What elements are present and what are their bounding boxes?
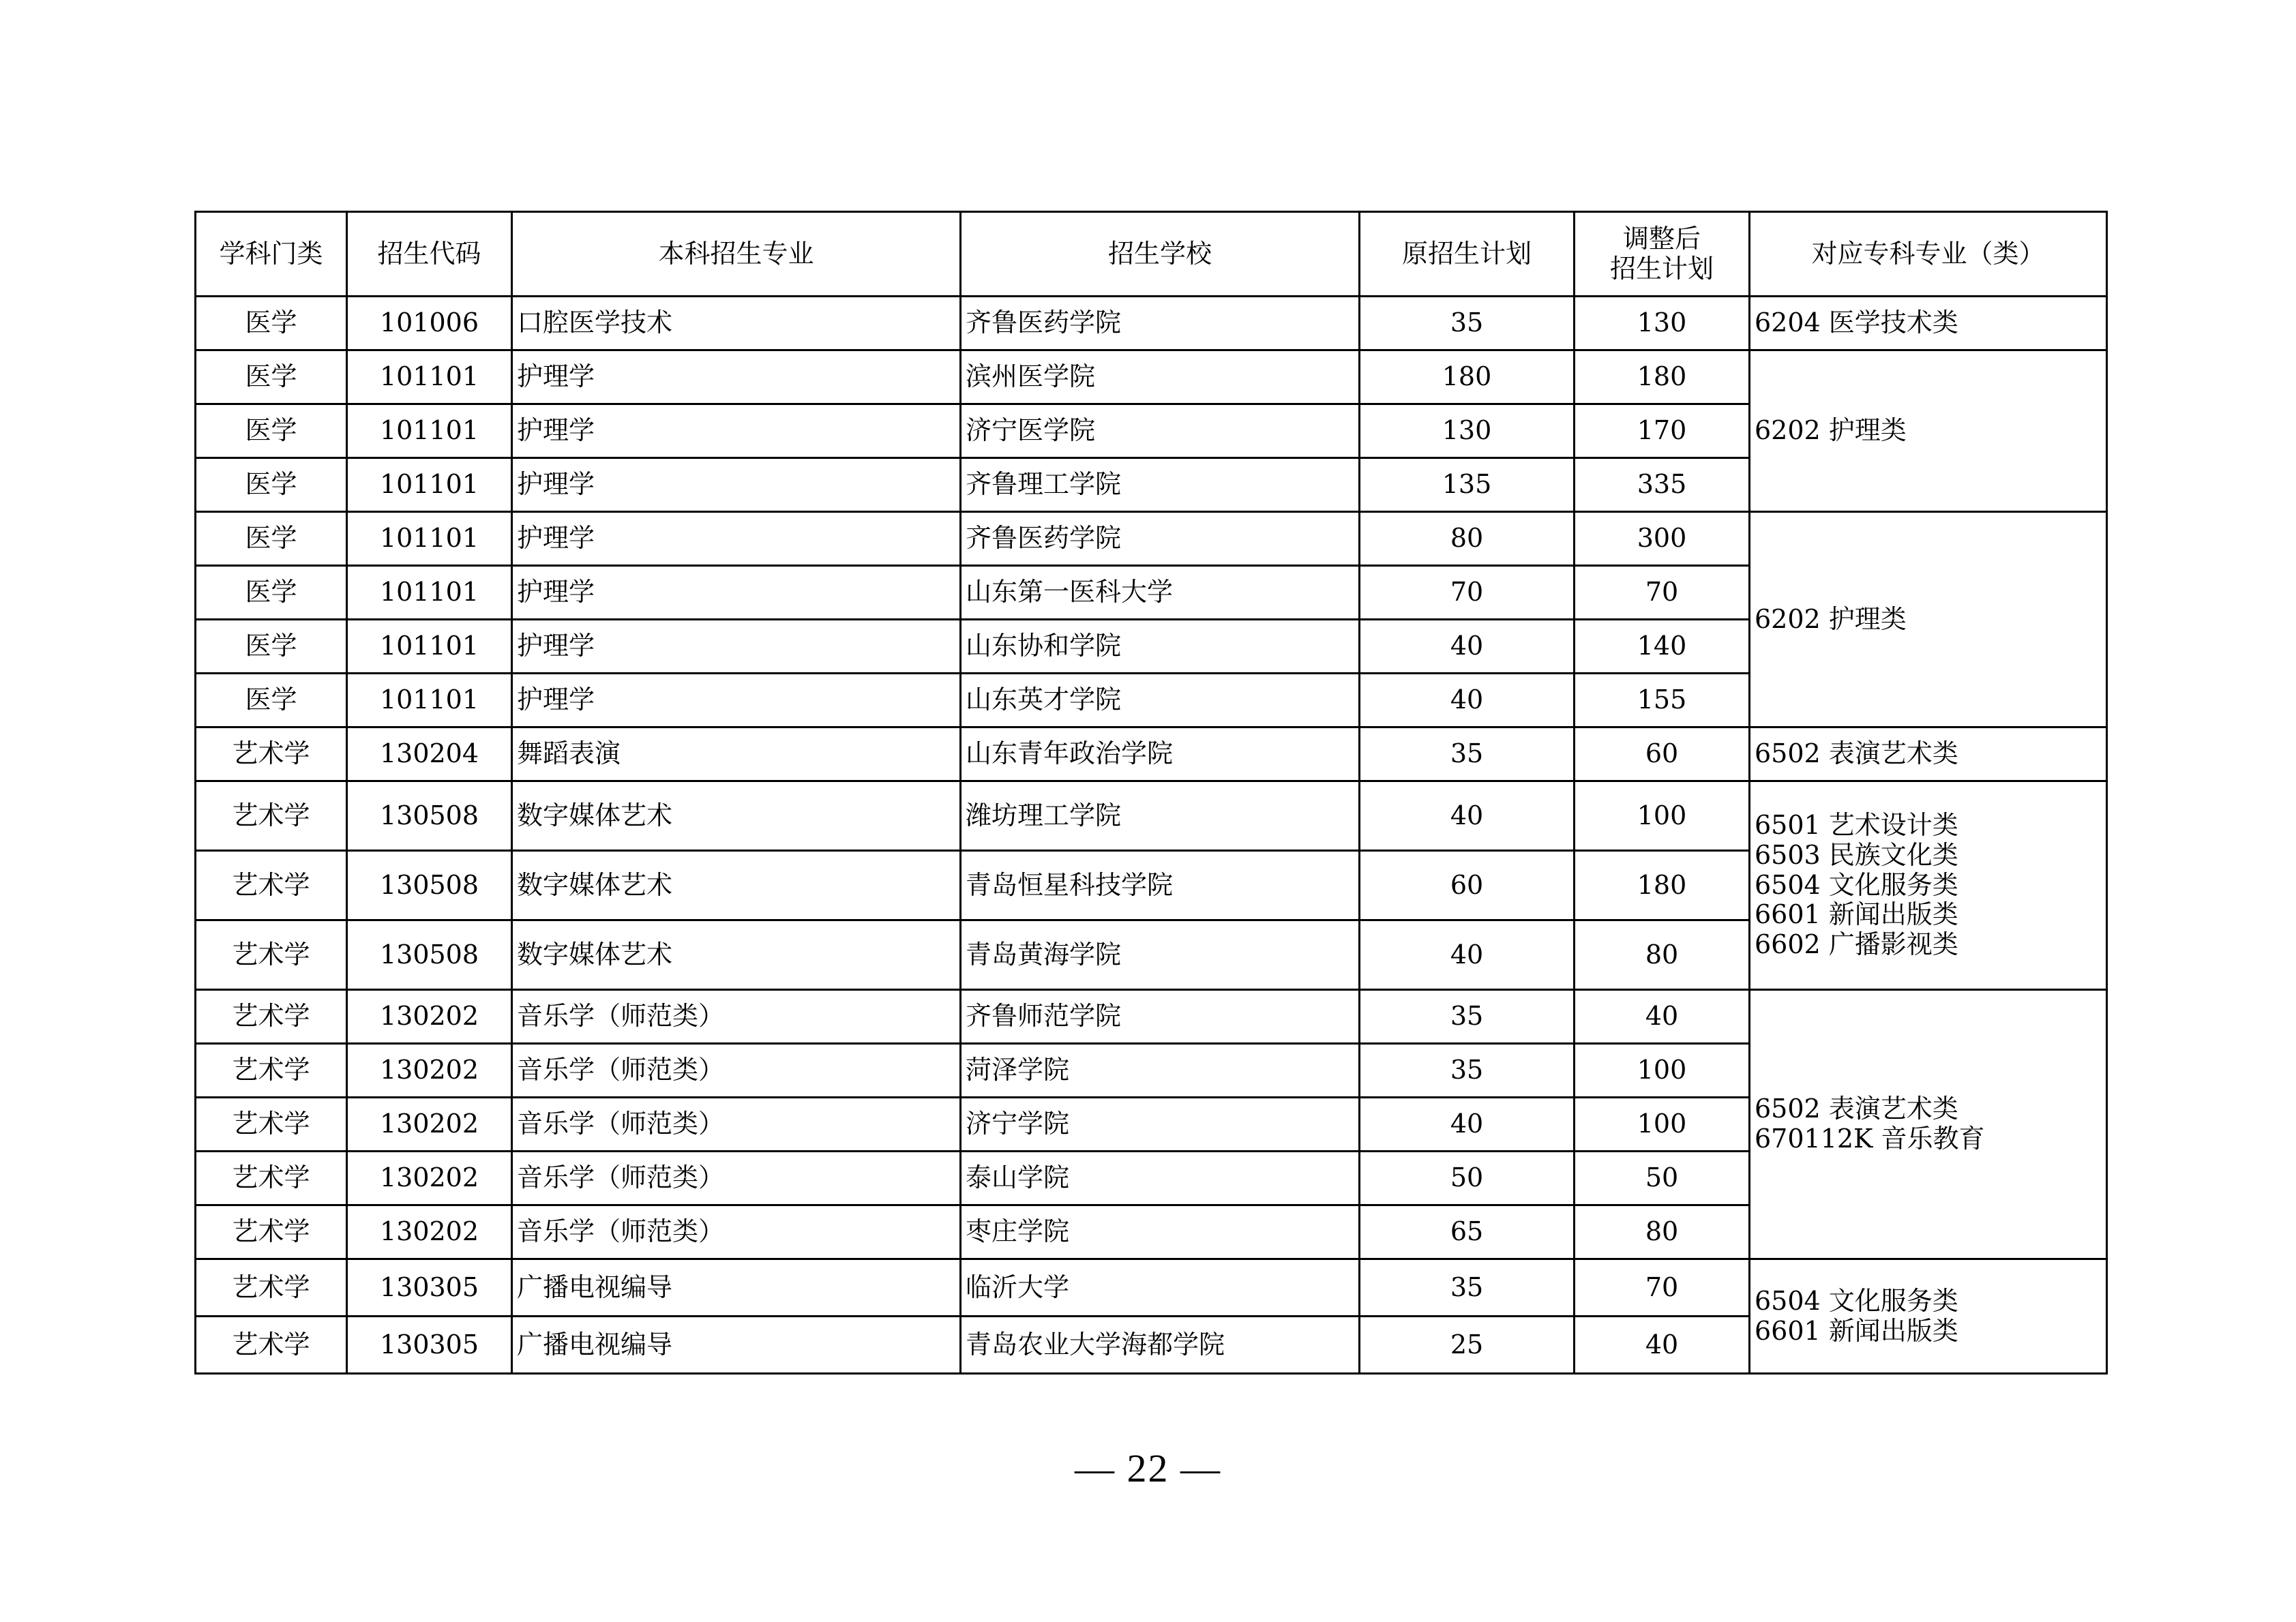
cell-school: 山东第一医科大学 bbox=[961, 566, 1360, 620]
cell-original-plan: 40 bbox=[1360, 620, 1575, 674]
related-vocational-line: 6503 民族文化类 bbox=[1755, 839, 1958, 870]
cell-adjusted-plan: 100 bbox=[1575, 1044, 1750, 1098]
cell-category: 艺术学 bbox=[196, 1152, 347, 1205]
cell-category: 艺术学 bbox=[196, 1044, 347, 1098]
cell-major: 音乐学（师范类） bbox=[512, 1044, 961, 1098]
cell-code: 101101 bbox=[347, 512, 512, 566]
cell-code: 101101 bbox=[347, 404, 512, 458]
cell-category: 医学 bbox=[196, 297, 347, 350]
cell-original-plan: 135 bbox=[1360, 458, 1575, 512]
header-adjusted-line1: 调整后 bbox=[1622, 223, 1701, 254]
cell-code: 130202 bbox=[347, 1205, 512, 1259]
cell-adjusted-plan: 100 bbox=[1575, 1098, 1750, 1152]
cell-code: 101101 bbox=[347, 458, 512, 512]
related-vocational-line: 6602 广播影视类 bbox=[1755, 929, 1958, 960]
cell-original-plan: 40 bbox=[1360, 920, 1575, 990]
table-row bbox=[196, 727, 2107, 781]
related-vocational-line: 6202 护理类 bbox=[1755, 415, 1907, 446]
related-vocational-line: 670112K 音乐教育 bbox=[1755, 1124, 1985, 1154]
cell-major: 音乐学（师范类） bbox=[512, 990, 961, 1044]
related-vocational-line: 6501 艺术设计类 bbox=[1755, 810, 1958, 841]
cell-category: 医学 bbox=[196, 620, 347, 674]
cell-code: 130508 bbox=[347, 781, 512, 851]
cell-major: 数字媒体艺术 bbox=[512, 851, 961, 920]
table-body bbox=[196, 297, 2107, 1374]
cell-major: 舞蹈表演 bbox=[512, 727, 961, 781]
cell-original-plan: 40 bbox=[1360, 781, 1575, 851]
cell-category: 医学 bbox=[196, 566, 347, 620]
page-number: — 22 — bbox=[1075, 1446, 1221, 1490]
table-header-row bbox=[196, 212, 2107, 297]
cell-category: 艺术学 bbox=[196, 851, 347, 920]
cell-code: 101101 bbox=[347, 674, 512, 727]
cell-school: 山东协和学院 bbox=[961, 620, 1360, 674]
cell-category: 艺术学 bbox=[196, 781, 347, 851]
cell-category: 医学 bbox=[196, 458, 347, 512]
cell-adjusted-plan: 100 bbox=[1575, 781, 1750, 851]
cell-original-plan: 40 bbox=[1360, 1098, 1575, 1152]
cell-category: 艺术学 bbox=[196, 920, 347, 990]
cell-major: 广播电视编导 bbox=[512, 1259, 961, 1317]
related-vocational-line: 6504 文化服务类 bbox=[1755, 869, 1958, 900]
cell-school: 滨州医学院 bbox=[961, 350, 1360, 404]
cell-adjusted-plan: 40 bbox=[1575, 1317, 1750, 1374]
cell-major: 音乐学（师范类） bbox=[512, 1205, 961, 1259]
cell-original-plan: 35 bbox=[1360, 1044, 1575, 1098]
cell-original-plan: 35 bbox=[1360, 990, 1575, 1044]
cell-related-vocational bbox=[1750, 781, 2107, 990]
cell-category: 医学 bbox=[196, 350, 347, 404]
cell-related-vocational bbox=[1750, 512, 2107, 727]
cell-major: 数字媒体艺术 bbox=[512, 781, 961, 851]
related-vocational-line: 6202 护理类 bbox=[1755, 603, 1907, 634]
cell-school: 济宁学院 bbox=[961, 1098, 1360, 1152]
cell-original-plan: 35 bbox=[1360, 1259, 1575, 1317]
cell-code: 130204 bbox=[347, 727, 512, 781]
cell-adjusted-plan: 300 bbox=[1575, 512, 1750, 566]
cell-category: 艺术学 bbox=[196, 1098, 347, 1152]
cell-original-plan: 65 bbox=[1360, 1205, 1575, 1259]
header-adjusted-line2: 招生计划 bbox=[1609, 253, 1714, 284]
header-original-plan: 原招生计划 bbox=[1360, 212, 1575, 297]
cell-code: 130202 bbox=[347, 1044, 512, 1098]
cell-original-plan: 60 bbox=[1360, 851, 1575, 920]
cell-major: 护理学 bbox=[512, 620, 961, 674]
header-school: 招生学校 bbox=[961, 212, 1360, 297]
cell-code: 101101 bbox=[347, 620, 512, 674]
table-row bbox=[196, 512, 2107, 566]
related-vocational-line: 6502 表演艺术类 bbox=[1755, 1094, 1958, 1124]
cell-original-plan: 70 bbox=[1360, 566, 1575, 620]
header-code: 招生代码 bbox=[347, 212, 512, 297]
cell-code: 101101 bbox=[347, 350, 512, 404]
cell-code: 101101 bbox=[347, 566, 512, 620]
cell-major: 护理学 bbox=[512, 512, 961, 566]
cell-code: 130202 bbox=[347, 1098, 512, 1152]
cell-school: 菏泽学院 bbox=[961, 1044, 1360, 1098]
cell-school: 山东青年政治学院 bbox=[961, 727, 1360, 781]
cell-category: 艺术学 bbox=[196, 1205, 347, 1259]
cell-code: 101006 bbox=[347, 297, 512, 350]
cell-category: 医学 bbox=[196, 512, 347, 566]
table-row bbox=[196, 350, 2107, 404]
cell-category: 艺术学 bbox=[196, 1259, 347, 1317]
cell-adjusted-plan: 60 bbox=[1575, 727, 1750, 781]
related-vocational-line: 6204 医学技术类 bbox=[1755, 307, 1958, 338]
cell-adjusted-plan: 70 bbox=[1575, 1259, 1750, 1317]
cell-code: 130508 bbox=[347, 851, 512, 920]
cell-adjusted-plan: 155 bbox=[1575, 674, 1750, 727]
cell-original-plan: 130 bbox=[1360, 404, 1575, 458]
cell-category: 艺术学 bbox=[196, 1317, 347, 1374]
cell-original-plan: 80 bbox=[1360, 512, 1575, 566]
cell-original-plan: 35 bbox=[1360, 727, 1575, 781]
cell-major: 数字媒体艺术 bbox=[512, 920, 961, 990]
cell-code: 130305 bbox=[347, 1317, 512, 1374]
cell-related-vocational bbox=[1750, 350, 2107, 512]
enrollment-plan-table bbox=[194, 211, 2108, 1375]
cell-school: 齐鲁师范学院 bbox=[961, 990, 1360, 1044]
related-vocational-line: 6502 表演艺术类 bbox=[1755, 738, 1958, 769]
cell-original-plan: 180 bbox=[1360, 350, 1575, 404]
cell-school: 青岛恒星科技学院 bbox=[961, 851, 1360, 920]
related-vocational-line: 6601 新闻出版类 bbox=[1755, 899, 1958, 930]
cell-related-vocational bbox=[1750, 990, 2107, 1259]
cell-major: 护理学 bbox=[512, 674, 961, 727]
cell-major: 护理学 bbox=[512, 404, 961, 458]
cell-adjusted-plan: 50 bbox=[1575, 1152, 1750, 1205]
cell-school: 青岛农业大学海都学院 bbox=[961, 1317, 1360, 1374]
cell-adjusted-plan: 335 bbox=[1575, 458, 1750, 512]
cell-code: 130202 bbox=[347, 1152, 512, 1205]
cell-original-plan: 40 bbox=[1360, 674, 1575, 727]
cell-major: 护理学 bbox=[512, 566, 961, 620]
cell-school: 山东英才学院 bbox=[961, 674, 1360, 727]
cell-school: 泰山学院 bbox=[961, 1152, 1360, 1205]
cell-adjusted-plan: 180 bbox=[1575, 350, 1750, 404]
cell-school: 齐鲁医药学院 bbox=[961, 512, 1360, 566]
cell-adjusted-plan: 130 bbox=[1575, 297, 1750, 350]
cell-school: 济宁医学院 bbox=[961, 404, 1360, 458]
cell-original-plan: 50 bbox=[1360, 1152, 1575, 1205]
cell-adjusted-plan: 170 bbox=[1575, 404, 1750, 458]
cell-major: 口腔医学技术 bbox=[512, 297, 961, 350]
cell-major: 护理学 bbox=[512, 458, 961, 512]
cell-category: 医学 bbox=[196, 674, 347, 727]
table-row bbox=[196, 990, 2107, 1044]
cell-school: 齐鲁理工学院 bbox=[961, 458, 1360, 512]
cell-original-plan: 35 bbox=[1360, 297, 1575, 350]
cell-adjusted-plan: 80 bbox=[1575, 920, 1750, 990]
cell-original-plan: 25 bbox=[1360, 1317, 1575, 1374]
cell-adjusted-plan: 180 bbox=[1575, 851, 1750, 920]
cell-school: 青岛黄海学院 bbox=[961, 920, 1360, 990]
cell-code: 130202 bbox=[347, 990, 512, 1044]
cell-major: 护理学 bbox=[512, 350, 961, 404]
header-related-vocational: 对应专科专业（类） bbox=[1750, 212, 2107, 297]
cell-code: 130305 bbox=[347, 1259, 512, 1317]
header-major: 本科招生专业 bbox=[512, 212, 961, 297]
cell-major: 广播电视编导 bbox=[512, 1317, 961, 1374]
table-row bbox=[196, 1259, 2107, 1317]
header-category: 学科门类 bbox=[196, 212, 347, 297]
cell-category: 医学 bbox=[196, 404, 347, 458]
cell-code: 130508 bbox=[347, 920, 512, 990]
table-row bbox=[196, 781, 2107, 851]
table-row bbox=[196, 297, 2107, 350]
cell-school: 临沂大学 bbox=[961, 1259, 1360, 1317]
cell-adjusted-plan: 140 bbox=[1575, 620, 1750, 674]
related-vocational-line: 6504 文化服务类 bbox=[1755, 1285, 1958, 1316]
cell-major: 音乐学（师范类） bbox=[512, 1098, 961, 1152]
cell-school: 枣庄学院 bbox=[961, 1205, 1360, 1259]
related-vocational-line: 6601 新闻出版类 bbox=[1755, 1315, 1958, 1346]
cell-school: 齐鲁医药学院 bbox=[961, 297, 1360, 350]
cell-related-vocational bbox=[1750, 727, 2107, 781]
cell-related-vocational bbox=[1750, 297, 2107, 350]
cell-category: 艺术学 bbox=[196, 990, 347, 1044]
cell-category: 艺术学 bbox=[196, 727, 347, 781]
cell-adjusted-plan: 70 bbox=[1575, 566, 1750, 620]
cell-school: 潍坊理工学院 bbox=[961, 781, 1360, 851]
cell-major: 音乐学（师范类） bbox=[512, 1152, 961, 1205]
header-adjusted-plan bbox=[1575, 212, 1750, 297]
cell-adjusted-plan: 40 bbox=[1575, 990, 1750, 1044]
cell-related-vocational bbox=[1750, 1259, 2107, 1374]
cell-adjusted-plan: 80 bbox=[1575, 1205, 1750, 1259]
